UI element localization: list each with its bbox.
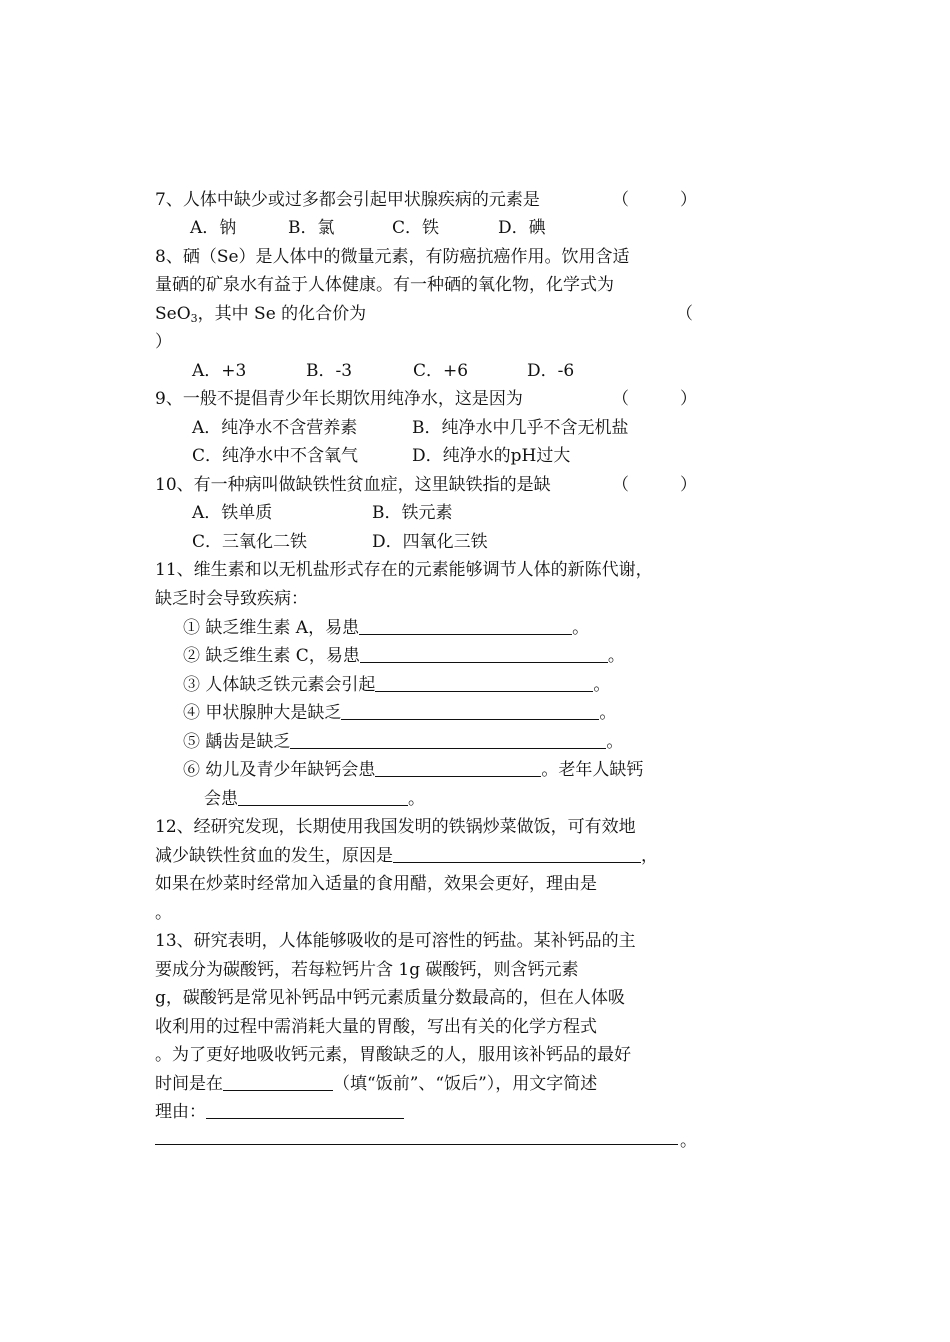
q8-line-1: 8、硒（Se）是人体中的微量元素，有防癌抗癌作用。饮用含适 [155,247,630,267]
q12-line-3: 如果在炒菜时经常加入适量的食用醋，效果会更好，理由是 [155,874,597,894]
q11-item-5 [183,728,623,756]
q11-item-5-end: 。 [606,732,624,752]
q13-blank-reason-1[interactable] [206,1100,404,1119]
q11-blank-5[interactable] [290,730,606,749]
q9-option-c: C．纯净水中不含氧气 [192,446,359,466]
q13-blank-reason-2[interactable] [155,1144,678,1145]
q7-answer-paren[interactable]: （ ） [612,190,697,210]
q13-line-6 [155,1070,597,1098]
q8-formula-subscript: 3 [190,312,198,325]
q10-option-c: C．三氧化二铁 [192,532,308,552]
q11-item-6-line-2 [204,785,425,813]
q10-option-a: A．铁单质 [192,503,273,523]
q8-line-3 [155,300,366,328]
q10-option-b: B．铁元素 [372,503,453,523]
q10-option-d: D．四氧化三铁 [372,532,488,552]
q13-line-3: g，碳酸钙是常见补钙品中钙元素质量分数最高的，但在人体吸 [155,988,625,1008]
q11-item-6-text: ⑥ 幼儿及青少年缺钙会患 [183,760,376,780]
q13-line-1: 13、研究表明，人体能够吸收的是可溶性的钙盐。某补钙品的主 [155,931,636,951]
q7-stem [155,186,540,214]
q7-option-d: D．碘 [498,218,546,238]
q12-line-2 [155,842,658,870]
q11-item-4-end: 。 [599,703,617,723]
q11-item-1 [183,614,589,642]
q7-stem-text: 7、人体中缺少或过多都会引起甲状腺疾病的元素是 [155,190,540,210]
q8-option-b: B．-3 [306,361,353,381]
q8-paren-close[interactable]: ） [155,332,172,352]
q10-answer-paren[interactable]: （ ） [612,475,697,495]
q12-line-2-end: ， [641,846,658,866]
q9-option-a: A．纯净水不含营养素 [192,418,358,438]
q13-line-6-text-a: 时间是在 [155,1074,223,1094]
q11-item-1-text: ① 缺乏维生素 A，易患 [183,618,360,638]
q11-item-6-line-2-text: 会患 [204,789,238,809]
q11-item-2-text: ② 缺乏维生素 C，易患 [183,646,360,666]
q11-item-3-end: 。 [593,675,611,695]
q13-line-4: 收利用的过程中需消耗大量的胃酸，写出有关的化学方程式 [155,1017,597,1037]
q8-option-a: A．+3 [192,361,247,381]
q11-item-3 [183,671,610,699]
q13-line-7-text: 理由： [155,1102,206,1122]
q11-blank-6[interactable] [375,758,541,777]
q8-line-2: 量硒的矿泉水有益于人体健康。有一种硒的氧化物，化学式为 [155,275,614,295]
q11-item-4 [183,699,616,727]
q9-stem: 9、一般不提倡青少年长期饮用纯净水，这是因为 [155,389,523,409]
q7-option-c: C．铁 [392,218,440,238]
q8-option-c: C．+6 [413,361,469,381]
q11-item-6 [183,756,643,784]
q11-blank-2[interactable] [360,644,608,663]
q10-stem: 10、有一种病叫做缺铁性贫血症，这里缺铁指的是缺 [155,475,551,495]
q11-item-3-text: ③ 人体缺乏铁元素会引起 [183,675,376,695]
q7-option-a: A．钠 [190,218,237,238]
q13-line-6-text-b: （填“饭前”、“饭后”），用文字简述 [333,1074,598,1094]
q11-item-4-text: ④ 甲状腺肿大是缺乏 [183,703,342,723]
q13-line-2: 要成分为碳酸钙，若每粒钙片含 1g 碳酸钙，则含钙元素 [155,960,579,980]
q9-option-b: B．纯净水中几乎不含无机盐 [412,418,629,438]
q11-item-2 [183,642,625,670]
q12-line-1: 12、经研究发现，长期使用我国发明的铁锅炒菜做饭，可有效地 [155,817,636,837]
q11-item-1-end: 。 [572,618,590,638]
q11-item-5-text: ⑤ 龋齿是缺乏 [183,732,291,752]
q11-blank-1[interactable] [359,616,572,635]
q11-item-2-end: 。 [607,646,625,666]
q11-blank-3[interactable] [375,673,593,692]
q8-paren-open[interactable]: （ [676,304,693,324]
q7-option-b: B．氯 [288,218,335,238]
q8-formula: SeO [155,304,191,324]
q11-item-6-tail: 。老年人缺钙 [541,760,644,780]
q8-line-3-text: ，其中 Se 的化合价为 [197,304,367,324]
q13-line-7 [155,1098,404,1126]
q11-item-6-end: 。 [408,789,425,809]
q11-blank-7[interactable] [238,787,408,806]
q13-blank-time[interactable] [223,1072,333,1091]
q12-line-4: 。 [155,903,172,923]
q11-line-1: 11、维生素和以无机盐形式存在的元素能够调节人体的新陈代谢， [155,560,653,580]
q13-end: 。 [680,1131,697,1151]
q9-answer-paren[interactable]: （ ） [612,389,697,409]
q11-blank-4[interactable] [341,701,599,720]
q11-line-2: 缺乏时会导致疾病： [155,589,308,609]
q12-line-2-text: 减少缺铁性贫血的发生，原因是 [155,846,393,866]
q9-option-d: D．纯净水的pH过大 [412,446,571,466]
q8-option-d: D．-6 [527,361,575,381]
q13-line-5: 。为了更好地吸收钙元素，胃酸缺乏的人，服用该补钙品的最好 [155,1045,631,1065]
q12-blank-1[interactable] [393,844,641,863]
